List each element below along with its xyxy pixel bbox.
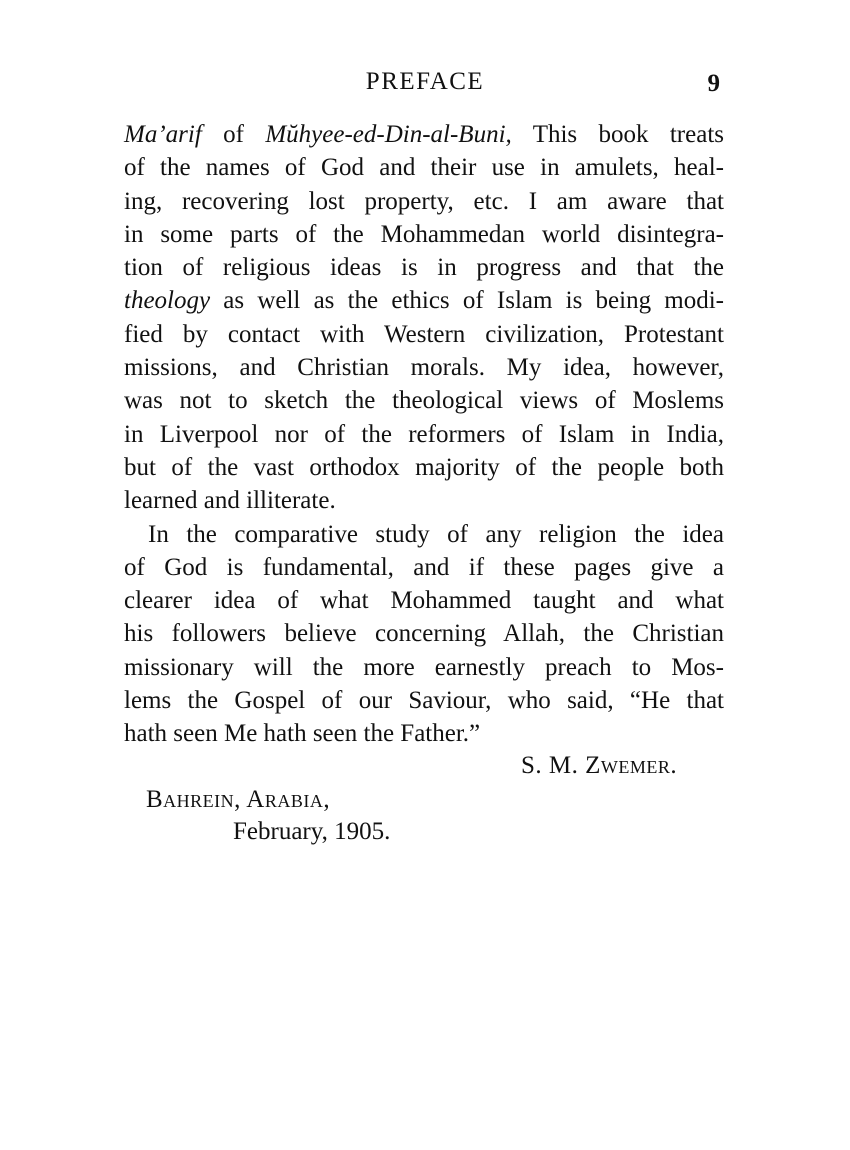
text-line: missions, and Christian morals. My idea, however,	[124, 354, 724, 382]
text-line: was not to sketch the theological views of Moslems	[124, 387, 724, 415]
text-line: ing, recovering lost property, etc. I am aware that	[124, 187, 724, 215]
text-line: tion of religious ideas is in progress and that the	[124, 254, 724, 282]
author-signature: S. M. Zwemer.	[521, 752, 678, 779]
text-fragment: This book treats	[511, 121, 725, 148]
date-line: February, 1905.	[233, 818, 391, 845]
text-line: but of the vast orthodox majority of the people both	[124, 453, 724, 481]
place-line: Bahrein, Arabia,	[146, 786, 331, 813]
text-fragment: as well as the ethics of Islam is being modi-	[210, 287, 724, 315]
running-title: PREFACE	[365, 68, 485, 95]
text-line: fied by contact with Western civilization, Protestant	[124, 320, 724, 348]
text-line: In the comparative study of any religion the idea	[148, 520, 724, 548]
author-name-italic: Mŭhyee-ed-Din-al-Buni,	[265, 121, 512, 148]
text-line	[124, 118, 724, 151]
text-line: of the names of God and their use in amulets, heal-	[124, 154, 724, 182]
text-line: learned and illiterate.	[124, 487, 336, 515]
text-fragment: of	[201, 121, 266, 148]
text-line: his followers believe concerning Allah, the Christian	[124, 620, 724, 648]
running-head	[0, 68, 850, 102]
book-title-italic: Ma’arif	[124, 121, 202, 148]
text-line: missionary will the more earnestly preach to Mos-	[124, 653, 724, 681]
emphasis-italic: theology	[124, 287, 211, 315]
text-line: in Liverpool nor of the reformers of Islam in India,	[124, 420, 724, 448]
text-line: lems the Gospel of our Saviour, who said, “He that	[124, 687, 724, 715]
text-line: clearer idea of what Mohammed taught and what	[124, 587, 724, 615]
text-line: of God is fundamental, and if these pages give a	[124, 553, 724, 581]
text-line: hath seen Me hath seen the Father.”	[124, 720, 481, 748]
preface-body	[124, 118, 724, 751]
text-line	[124, 284, 724, 317]
page-number: 9	[707, 70, 720, 97]
text-line: in some parts of the Mohammedan world disintegra-	[124, 220, 724, 248]
